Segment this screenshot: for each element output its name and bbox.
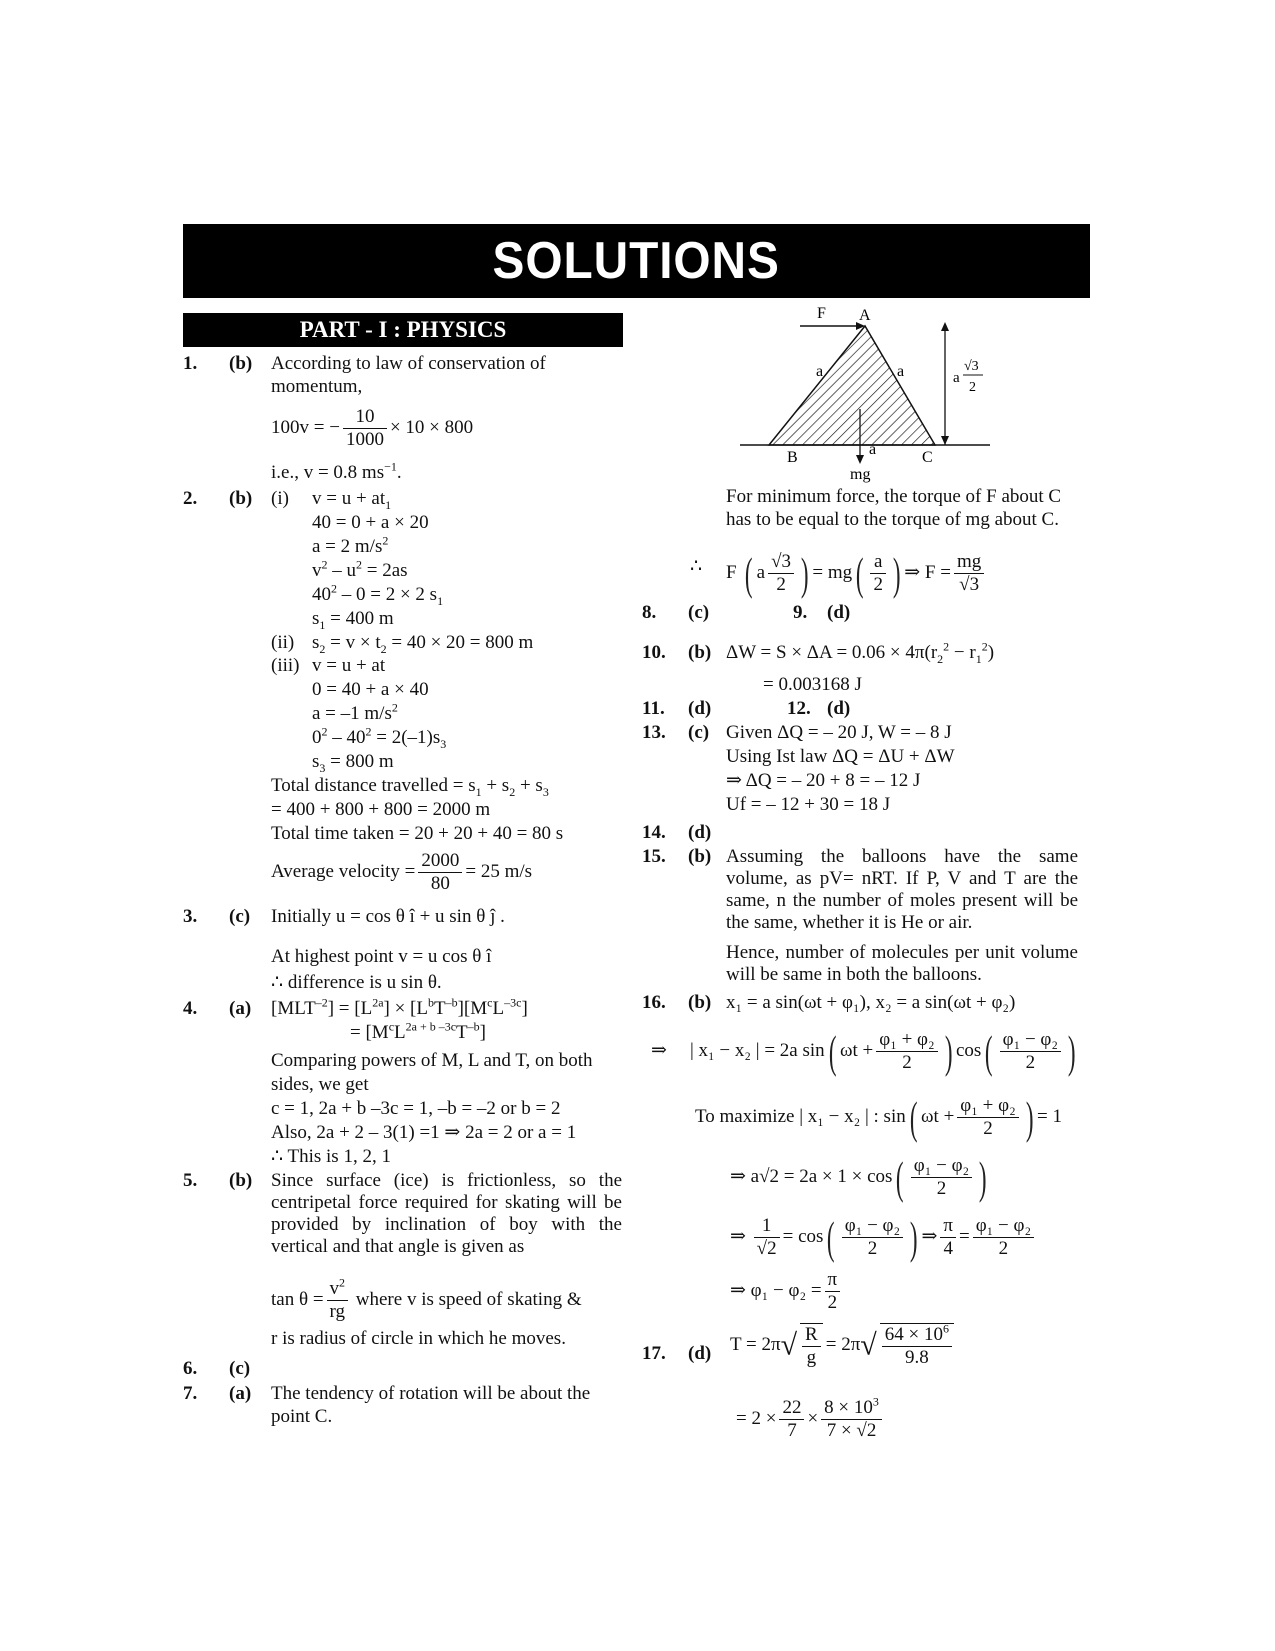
q7-cont-line: has to be equal to the torque of mg about C.	[726, 509, 1059, 530]
q2-average-velocity: Average velocity = $\frac{2000}{80}$ = 25 m/s	[271, 850, 533, 894]
q17-line: T = 2π√ $\frac{R}{g}$ = 2π√ $\frac{64 \times 10^6}{9.8}$	[730, 1322, 957, 1369]
q13-line: Using Ist law ΔQ = ΔU + ΔW	[726, 746, 955, 767]
q7-therefore: ∴	[690, 556, 703, 577]
label-B: B	[787, 449, 798, 466]
q5-number: 5.	[183, 1170, 198, 1191]
part-title: PART - I : PHYSICS	[183, 313, 623, 347]
q7-equation: F ( a $\frac{√3}{2}$ ) = mg( $\frac{a}{2}$ ) ⇒ F = $\frac{mg}{√3}$	[726, 550, 987, 596]
q2-number: 2.	[183, 488, 198, 509]
label-height-den: 2	[969, 380, 976, 395]
q16-line: ⇒ $\frac{1}{√2}$ = cos( $\frac{\text{φ₁ − φ₂}}{2}$ ) ⇒ $\frac{\pi}{4}$ = $\frac{\text{φ₁ − φ₂}}{2}$	[730, 1212, 1037, 1262]
q3-line: Initially u = cos θ î + u sin θ ĵ .	[271, 906, 505, 927]
triangle-body	[769, 326, 935, 445]
q2-line: a = 2 $m/s^2$	[312, 533, 389, 557]
weight-arrowhead	[856, 455, 864, 464]
q2-option: (b)	[229, 488, 253, 509]
q3-line: ∴ difference is u sin θ.	[271, 972, 442, 993]
q2-line: $s_2 = v \times t_2 = 40 \times 20 = 800$ m	[312, 632, 534, 656]
q2-line: a = –1 $m/s^2$	[312, 700, 398, 724]
q15-text2: Hence, number of molecules per unit volume will be same in both the balloons.	[726, 942, 1078, 985]
q11-option: (d)	[688, 698, 712, 719]
q1-option: (b)	[229, 353, 253, 374]
q17-number: 17.	[642, 1343, 666, 1364]
q10-option: (b)	[688, 642, 712, 663]
q16-line: To maximize | x₁ − x₂ | : sin( ωt + $\frac{\text{φ₁ + φ₂}}{2}$ ) = 1	[695, 1091, 1062, 1143]
q13-line: Given ΔQ = – 20 J, W = – 8 J	[726, 722, 952, 743]
q16-implies: ⇒	[651, 1040, 667, 1061]
q16-line: x₁ = a sin(ωt + φ₁), x₂ = a sin(ωt + φ₂)	[726, 992, 1016, 1013]
triangle-figure	[735, 304, 1005, 484]
label-C: C	[922, 449, 933, 466]
q16-number: 16.	[642, 992, 666, 1013]
label-a-right: a	[897, 363, 905, 380]
q2-line: 0 = 40 + a × 40	[312, 679, 429, 700]
q2-line: 40 = 0 + a × 20	[312, 512, 429, 533]
q4-line: Also, 2a + 2 – 3(1) =1 ⇒ 2a = 2 or a = 1	[271, 1122, 577, 1143]
q4-line: $[MLT^{-2}] = [L^{2a}] \times [L^bT^{-b}][M^cL^{-3c}]$	[271, 995, 528, 1019]
q2-line: $s_3 = 800$ m	[312, 751, 394, 775]
q13-number: 13.	[642, 722, 666, 743]
q1-number: 1.	[183, 353, 198, 374]
q15-option: (b)	[688, 846, 712, 867]
q16-line: ⇒ a√2 = 2a × 1 × cos( $\frac{\text{φ₁ − φ₂}}{2}$ )	[730, 1151, 987, 1203]
label-a-left: a	[816, 363, 824, 380]
q17-option: (d)	[688, 1343, 712, 1364]
q2-line: $0^2 - 40^2 = 2(-1)s_3$	[312, 724, 447, 751]
q2-part-iii: (iii)	[271, 655, 300, 676]
q2-sum: = 400 + 800 + 800 = 2000 m	[271, 799, 491, 820]
q10-line: $\Delta W = S \times \Delta A = 0.06 \times 4\pi(r_2^2 - r_1^2)$	[726, 639, 995, 666]
q14-option: (d)	[688, 822, 712, 843]
q13-line: Uf = – 12 + 30 = 18 J	[726, 794, 891, 815]
label-mg: mg	[850, 466, 871, 483]
q4-line: ∴ This is 1, 2, 1	[271, 1146, 391, 1167]
q8-option: (c)	[688, 602, 710, 623]
label-A: A	[859, 307, 871, 324]
label-F: F	[817, 305, 826, 322]
q16-line: ⇒ φ₁ − φ₂ = $\frac{\pi}{2}$	[730, 1268, 843, 1314]
q2-part-ii: (ii)	[271, 632, 295, 653]
q16-option: (b)	[688, 992, 712, 1013]
height-arrowhead-bottom	[941, 436, 949, 445]
q5-last: r is radius of circle in which he moves.	[271, 1328, 566, 1349]
q7-option: (a)	[229, 1383, 252, 1404]
q7-line: The tendency of rotation will be about the	[271, 1383, 591, 1404]
q4-line: sides, we get	[271, 1074, 369, 1095]
q1-equation: 100v = − $\frac{10}{1000}$ × 10 × 800	[271, 406, 474, 450]
q4-line: c = 1, 2a + b –3c = 1, –b = –2 or b = 2	[271, 1098, 561, 1119]
q2-total-distance: Total distance travelled = $s_1 + s_2 + s_3$	[271, 775, 549, 799]
q2-total-time: Total time taken = 20 + 20 + 40 = 80 s	[271, 823, 564, 844]
solutions-banner	[183, 224, 1090, 298]
label-height-a: a	[953, 370, 960, 386]
q8-number: 8.	[642, 602, 657, 623]
q5-equation: tan θ = $\frac{v^2}{rg}$ where v is speed of skating &	[271, 1275, 582, 1322]
q2-line: v = u + at	[312, 655, 386, 676]
q9-option: (d)	[827, 602, 851, 623]
q4-line: Comparing powers of M, L and T, on both	[271, 1050, 593, 1071]
q1-text: According to law of conservation of	[271, 353, 546, 374]
q10-number: 10.	[642, 642, 666, 663]
q11-number: 11.	[642, 698, 665, 719]
q4-option: (a)	[229, 998, 252, 1019]
q7-cont-line: For minimum force, the torque of F about C	[726, 486, 1062, 507]
q2-line: $s_1 = 400$ m	[312, 608, 394, 632]
q2-part-i: (i)	[271, 488, 289, 509]
q17-line: = 2 × $\frac{22}{7}$ × $\frac{8 \times 10^3}{7 \times √2}$	[736, 1396, 885, 1442]
q12-option: (d)	[827, 698, 851, 719]
q15-number: 15.	[642, 846, 666, 867]
q1-text2: momentum,	[271, 376, 363, 397]
q10-line: = 0.003168 J	[763, 674, 862, 695]
q13-line: ⇒ ΔQ = – 20 + 8 = – 12 J	[726, 770, 921, 791]
q9-number: 9.	[793, 602, 808, 623]
q4-number: 4.	[183, 998, 198, 1019]
label-height-num: √3	[964, 359, 979, 374]
q3-line: At highest point v = u cos θ î	[271, 946, 492, 967]
height-arrowhead-top	[941, 322, 949, 331]
page-title: SOLUTIONS	[492, 232, 781, 290]
label-a-bottom: a	[869, 441, 877, 458]
q2-line: $v^2 - u^2 = 2as$	[312, 557, 408, 581]
q12-number: 12.	[787, 698, 811, 719]
q3-number: 3.	[183, 906, 198, 927]
q6-option: (c)	[229, 1358, 251, 1379]
q5-option: (b)	[229, 1170, 253, 1191]
q16-line: | x₁ − x₂ | = 2a sin( ωt + $\frac{\text{φ₁ + φ₂}}{2}$ ) cos( $\frac{\text{φ₁ − φ₂}}{2}$ )	[690, 1025, 1076, 1077]
q13-option: (c)	[688, 722, 710, 743]
q7-number: 7.	[183, 1383, 198, 1404]
q14-number: 14.	[642, 822, 666, 843]
q5-text: Since surface (ice) is frictionless, so the centripetal force required for skating will be provided by inclination of boy with the vertical and that angle is given as	[271, 1170, 622, 1257]
q7-line: point C.	[271, 1406, 333, 1427]
q6-number: 6.	[183, 1358, 198, 1379]
q15-text: Assuming the balloons have the same volume, as pV= nRT. If P, V and T are the same, n the number of moles present will be the same, whether it is He or air.	[726, 846, 1078, 933]
q2-line: $40^2 - 0 = 2 \times 2$ $s_1$	[312, 581, 444, 608]
q4-line: = $[M^cL^{2a + b -3c}T^{-b}]$	[350, 1019, 486, 1043]
q3-option: (c)	[229, 906, 251, 927]
q2-line: $v = u + at_1$	[312, 488, 392, 512]
q1-result: i.e., v = 0.8 $ms^{-1}$.	[271, 459, 402, 483]
